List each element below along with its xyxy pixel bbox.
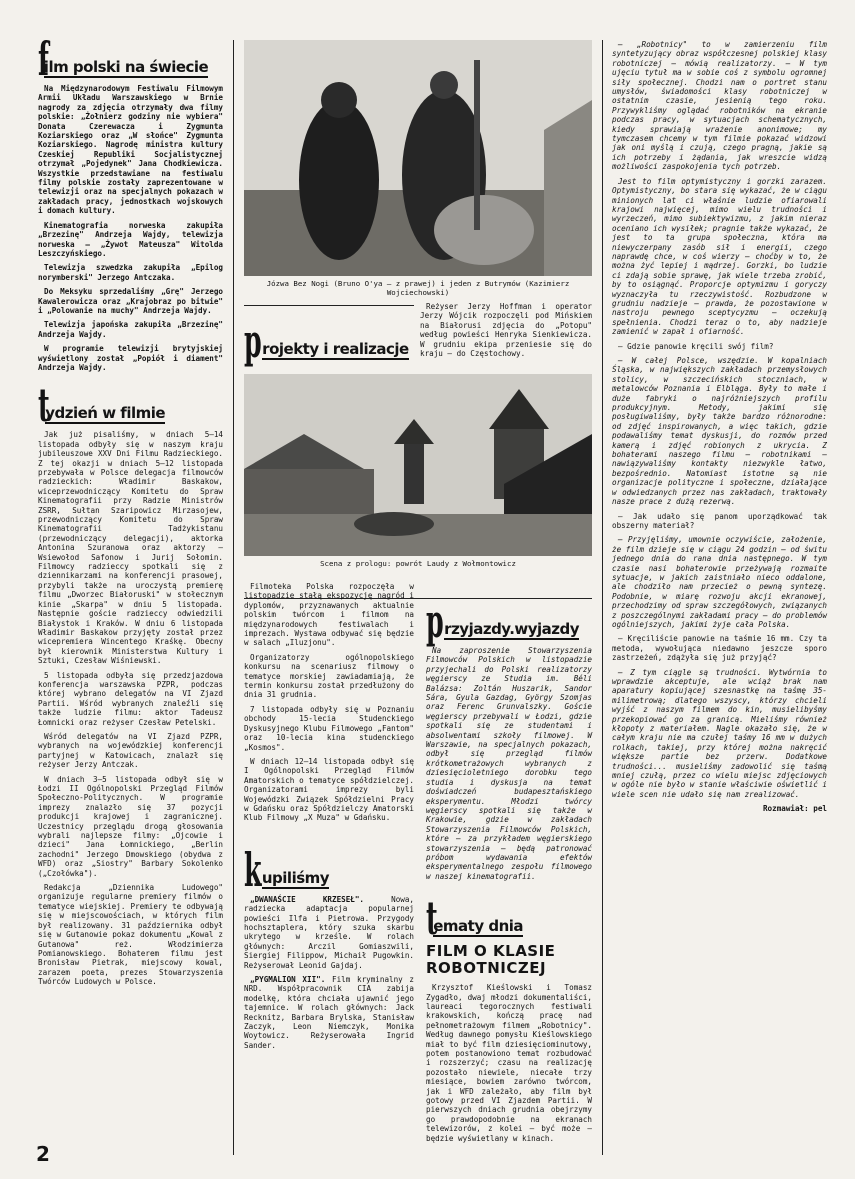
interview-paragraph: — Przyjęliśmy, umownie oczywiście, założenie, że film dzieje się w ciągu 24 godzin — od świtu jednego dnia do rana dnia następnego. W tym czasie nasi bohaterowie przeżywają rozmaite sytuacje, w jakich zaistniało nieco oddalone, ale chodziło nam przecież o pewną syntezę. Podobnie, w miarę rozwoju akcji ekranowej, przechodzimy od spraw szczegółowych, związanych z poszczególnymi zakładami pracy — do problemów ogólniejszych, jakimi żyje cała Polska. [612,535,827,629]
heading-initial: t [426,891,438,946]
news-item: Kinematografia norweska zakupiła „Brzezinę" Andrzeja Wajdy, telewizja norweska — „Żywot Mateusza" Witolda Leszczyńskiego. [38,220,223,258]
interview-paragraph: Jest to film optymistyczny i gorzki zarazem. Optymistyczny, bo stara się wykazać, że w ciągu minionych lat ci właśnie ludzie ofiarowali krajowi najwięcej, mimo wielu trudności i wyrzeczeń, mimo subiektywizmu, z jakim nieraz oceniano ich wysiłek; pragnie także wykazać, że jest to ta grupa społeczna, która ma niewyczerpany zasób sił i energii, czego naprawdę chce, w coś wierzy — choćby w to, że można żyć lepiej i mądrzej. Gorzki, bo ludzie ci zdają sobie sprawę, jak wiele trzeba zrobić, by to osiągnąć. Proporcje optymizmu i goryczy wyznaczyła tu rzeczywistość. Rozbudzone w grudniu nadzieje — prawda, że pozostawione w nastroju pewnego sceptycyzmu — oczekują spełnienia. Chodzi teraz o to, aby nadzieje zamienić w zapał i ofiarność. [612,176,827,337]
bought-item-title: „DWANAŚCIE KRZESEŁ". [250,894,364,904]
news-item: Do Meksyku sprzedaliśmy „Grę" Jerzego Kawalerowicza oraz „Krajobraz po bitwie" i „Polowanie na muchy" Andrzeja Wajdy. [38,287,223,315]
heading-text: rojekty i realizacje [262,340,409,358]
heading-initial: k [244,842,262,897]
right-column [612,40,827,1155]
left-column [38,32,223,1155]
article-title: FILM O KLASIE ROBOTNICZEJ [426,942,556,978]
interview-paragraph: — „Robotnicy" to w zamierzeniu film syntetyzujący obraz współczesnej polskiej klasy robotniczej — mówią realizatorzy. — W tym ujęciu tytuł ma w sobie coś z symbolu ogromnej siły społecznej. Chodzi nam o portret stanu umysłów, świadomości klasy robotniczej w ostatnim czasie, jesienią tego roku. Przywykliśmy oglądać robotników na ekranie podczas pracy, w sytuacjach schematycznych, kiedy sprawiają wrażenie anonimowe; my tymczasem chcemy w tym filmie pokazać widzowi jak oni myślą i czują, czego pragną, jakie są ich potrzeby i żądania, jak wreszcie widzą możliwości zaspokojenia tych potrzeb. [612,40,827,172]
interview-paragraph: — Z tym ciągle są trudności. Wytwórnia to wprawdzie akceptuje, ale wciąż brak nam aparatury kopiującej szesnastkę na taśmę 35-milimetrową; dlatego wszyscy, którzy chcieli wyjść z naszym filmem do kin, musielibyśmy przekopiować go za granicą. Mieliśmy również kłopoty z materiałem. Nagle okazało się, że w całym kraju nie ma czułej taśmy 16 mm w dużych rolkach, takiej, przy której można nakręcić większe partie bez przerw. Dodatkowe trudności... musieliśmy zadowolić się taśmą mniej czułą, przez co wielu miejsc zdjęciowych w ogóle nie było w stanie właściwie oświetlić i wiele scen nie udało się nam zrealizować. [612,667,827,799]
heading-text: rzyjazdy.wyjazdy [444,620,580,638]
heading-text: ydzień w filmie [45,404,166,423]
interview-question: — Jak udało się panom uporządkować tak obszerny materiał? [612,511,827,530]
news-subcolumn [244,582,414,1122]
heading-text: ilm polski na świecie [43,58,209,76]
news-item: W dniach 3—5 listopada odbył się w Łodzi II Ogólnopolski Przegląd Filmów Społeczno-Politycznych. W programie imprezy znalazło się 37 pozycji produkcji krajowej i zagranicznej. Uczestnicy przeglądu drogą głosowania wybrali najlepsze filmy: „Ojcowie i dzieci" Jana Łomnickiego, „Berlin zachodni" Jerzego Dmowskiego (obydwa z WFD) oraz „Siostry" Barbary Sokolenko („Czołówka"). [38,774,223,878]
topics-heading [426,891,592,946]
interview-question: — Kręciliście panowie na taśmie 16 mm. Czy ta metoda, wywołująca niedawno jeszcze sporo zastrzeżeń, zdążyła się już przyjąć? [612,634,827,663]
bought-item-text: Film kryminalny z NRD. Współpracownik CIA zabija modelkę, która chciała ujawnić jego tajemnice. W rolach głównych: Jack Recknitz, Barbara Brylska, Stanisław Zaczyk, Leon Niemczyk, Monika Woytowicz. Reżyserowała Ingrid Sander. [244,975,415,1050]
visits-text: Na zaproszenie Stowarzyszenia Filmowców Polskich w listopadzie przyjechali do Polski realizatorzy węgierscy ze Studia im. Béli Balázsa: Zoltán Huszarik, Sandor Sára, Gyula Gazdag, György Szomjas oraz Ferenc Grunvalszky. Goście węgierscy przebywali w Łodzi, gdzie spotkali się ze studentami i absolwentami szkoły filmowej. W Warszawie, na specjalnych pokazach, odbył się przegląd filmów krótkometrażowych wybranych z dziesięcioletniego dorobku tego studia i dyskusja na temat doświadczeń budapesztańskiego eksperymentu. Młodzi twórcy węgierscy spotkali się także w Krakowie, gdzie w zakładach Stowarzyszenia Filmowców Polskich, które — za przykładem węgierskiego stowarzyszenia — będą patronować próbom wydawania efektów eksperymentalnego zespołu filmowego w naszej kinematografii. [426,646,592,881]
photo-riders-image [244,40,592,276]
news-item: Jak już pisaliśmy, w dniach 5—14 listopada odbyły się w naszym kraju jubileuszowe XXV Dni Filmu Radzieckiego. Z tej okazji w dniach 5—12 listopada przebywała w Polsce delegacja filmowców radzieckich: Władimir Baskakow, wiceprzewodniczący Komitetu do Spraw Kinematografii przy Radzie Ministrów ZSRR, Sułtan Szaripowicz Mirzasojew, przewodniczący Komitetu do Spraw Kinematografii Tadżykistanu (przewodniczący delegacji), aktorka Antonina Szuranowa oraz aktorzy — Wsiewołod Safonow i Jurij Sołomin. Filmowcy radzieccy spotkali się z dziennikarzami na konferencji prasowej, przybyli także na uroczystą premierę filmu „Dworzec Białoruski" w stołecznym kinie „Skarpa" w dniu 5 listopada. Następnie goście radzieccy odwiedzili Białystok i Kraków. W dniu 6 listopada Władimir Baskakow przyjęty został przez wicepremiera Wincentego Kraśkę. Obecny był kierownik Ministerstwa Kultury i Sztuki, Czesław Wiśniewski. [38,430,223,666]
bought-item-text: Nowa, radziecka adaptacja popularnej powieści Ilfa i Pietrowa. Przygody hochsztaplera, który szuka skarbu ukrytego w krześle. W rolach głównych: Arczil Gomiaszwili, Siergiej Filippow, Michaił Pugowkin. Reżyserował Leonid Gajdaj. [244,894,414,970]
article-author: Rozmawiał: pel [762,804,827,814]
photo-village-image [244,374,592,556]
news-item: Telewizja japońska zakupiła „Brzezinę" Andrzeja Wajdy. [38,320,223,339]
heading-initial: p [426,594,444,648]
interview-paragraph: — W całej Polsce, wszędzie. W kopalniach Śląska, w największych zakładach przemysłowych stolicy, w szczecińskich stoczniach, w metalowców Poznania i Elbląga. Były to małe i duże fabryki o najróżniejszych profilu produkcyjnym. Metody, jakimi się posługiwaliśmy, były także bardzo różnorodne: od zdjęć inspirowanych, a więc takich, gdzie podawaliśmy temat dyskusji, do rozmów przed kamerą i zdjęć robionych z ukrycia. Z bohaterami naszego filmu — robotnikami — nawiązywaliśmy kontakty niezwykle łatwo, bezpośrednio. Natomiast istotne są nie organizacje polityczne i społeczne, działające w odwiedzanych przez nas zakładach, traktowały nasze prace z dużą rezerwą. [612,356,827,507]
film-still-riders [244,40,592,276]
film-still-village [244,374,592,556]
photo-caption: Józwa Bez Nogi (Bruno O'ya — z prawej) i jeden z Butrymów (Kazimierz Wojciechowski) [266,279,570,297]
heading-initial: f [38,32,49,86]
bought-item [244,895,414,970]
film-abroad-heading [38,32,223,86]
heading-text: ematy dnia [433,917,524,936]
bought-item-title: „PYGMALION XII". [250,975,326,984]
heading-text: upiliśmy [261,868,330,887]
lower-middle [244,582,592,1143]
heading-initial: p [244,314,262,368]
interview-question: — Gdzie panowie kręcili swój film? [618,341,774,351]
news-item: W dniach 12—14 listopada odbył się I Ogólnopolski Przegląd Filmów Amatorskich o tematyce spółdzielczej. Organizatorami imprezy byli Wojewódzki Związek Spółdzielni Pracy w Gdańsku oraz Spółdzielczy Amatorski Klub Filmowy „X Muza" w Gdańsku. [244,756,414,823]
news-item: W programie telewizji brytyjskiej wyświetlony został „Popiół i diament" Andrzeja Wajdy. [38,344,223,372]
news-item: Reżyser Jerzy Hoffman i operator Jerzy Wójcik rozpoczęli pod Mińskiem na Białorusi zdjęcia do „Potopu" według powieści Henryka Sienkiewicza. W grudniu ekipa przeniesie się do kraju — do Częstochowy. [420,302,592,359]
projects-heading [244,314,409,368]
news-item: Filmoteka Polska rozpoczęła w listopadzie stałą ekspozycję nagród i dyplomów, przyznawanych aktualnie polskim twórcom i filmom na międzynarodowych festiwalach i imprezach. Wystawa odbywać się będzie w salach „Iluzjonu". [244,582,414,648]
heading-initial: t [38,378,50,433]
news-item: 5 listopada odbyła się przedzjazdowa konferencja warszawska PZPR, podczas której wybrano delegatów na VI Zjazd Partii. Wśród wybranych znaleźli się także ludzie filmu: aktor Tadeusz Łomnicki oraz reżyser Czesław Petelski. [38,670,223,727]
column-rule [602,40,603,1155]
photo-caption: Scena z prologu: powrót Laudy z Wołmontowicz [320,559,516,568]
news-item: Organizatorzy ogólnopolskiego konkursu na scenariusz filmowy o tematyce morskiej zawiadamiają, że termin konkursu został przedłużony do dnia 31 grudnia. [244,652,414,700]
week-heading [38,378,223,433]
news-item: Redakcja „Dziennika Ludowego" organizuje regularne premiery filmów o tematyce wiejskiej. Premiery te odbywają się w miejscowościach, w których film był realizowany. 31 października odbył się w Gutanowie pokaz dokumentu „Kowal z Gutanowa" reż. Włodzimierza Pomianowskiego. Bohaterem filmu jest Bronisław Pietrak, miejscowy kowal, zarazem poeta, prezes Stowarzyszenia Twórców Ludowych w Polsce. [38,883,223,987]
news-item: 7 listopada odbyły się w Poznaniu obchody 15-lecia Studenckiego Dyskusyjnego Klubu Filmowego „Fantom" oraz 10-lecia kina studenckiego „Kosmos". [244,704,414,752]
bought-item [244,975,414,1050]
bought-heading [244,842,414,897]
visits-heading [426,594,592,648]
news-item: Telewizja szwedzka zakupiła „Epilog norymberski" Jerzego Antczaka. [38,263,223,282]
column-rule [233,40,234,1155]
news-item: Wśród delegatów na VI Zjazd PZPR, wybranych na wojewódzkiej konferencji partyjnej w Katowicach, znalazł się reżyser Jerzy Antczak. [38,731,223,770]
projects-block [244,302,592,372]
page-number: 2 [36,1142,50,1166]
article-intro: Krzysztof Kieślowski i Tomasz Zygadło, dwaj młodzi dokumentaliści, laureaci tegorocznych festiwali krakowskich, kończą pracę nad pełnometrażowym filmem „Robotnicy". Według dawnego pomysłu Kieślowskiego miał to być film dziesięciominutowy, potem postanowiono temat rozbudować i rozszerzyć; czasu na realizację pozostało niewiele, niecałe trzy miesiące, bowiem zarówno twórcom, jak i WFD zależało, aby film był gotowy przed VI Zjazdem Partii. W pierwszych dniach grudnia obejrzymy go prawdopodobnie na ekranach telewizorów, z kolei — być może — będzie wyświetlany w kinach. [426,983,592,1143]
visits-subcolumn [426,582,592,1143]
news-item: Na Międzynarodowym Festiwalu Filmowym Armii Układu Warszawskiego w Brnie nagrody za zdjęcia otrzymały dwa filmy polskie: „Żołnierz godziny nie wybiera" Donata Czerewacza i Zygmunta Koziarskiego oraz „W słońce" Zygmunta Koziarskiego. Nagrodę ministra kultury Czeskiej Republiki Socjalistycznej otrzymał „Pojedynek" Jana Chodkiewicza. Wszystkie przedstawiane na festiwalu filmy polskie zostały zaprezentowane w telewizji oraz na specjalnych pokazach w zakładach pracy, jednostkach wojskowych i domach kultury. [38,84,223,216]
middle-column [244,40,592,1155]
